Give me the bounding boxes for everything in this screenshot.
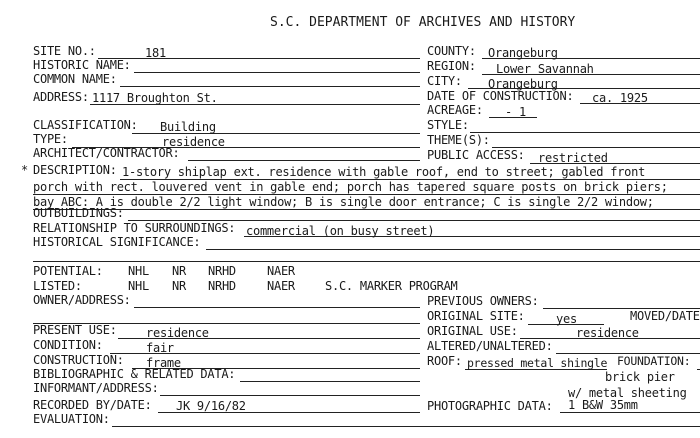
biblio-label: BIBLIOGRAPHIC & RELATED DATA: (33, 367, 236, 381)
description-text-1: 1-story shiplap ext. residence with gable roof, end to street; gabled front (122, 165, 646, 179)
evaluation-line (112, 426, 700, 427)
address-value: 1117 Broughton St. (92, 91, 218, 105)
region-value: Lower Savannah (496, 62, 594, 76)
public-access-label: PUBLIC ACCESS: (427, 148, 525, 162)
type-value: residence (162, 135, 225, 149)
potential-nr: NR (172, 264, 186, 278)
theme-label: THEME(S): (427, 133, 490, 147)
original-site-label: ORIGINAL SITE: (427, 309, 525, 323)
city-label: CITY: (427, 74, 462, 88)
historical-line (206, 249, 700, 250)
description-label: DESCRIPTION: (33, 163, 117, 177)
common-name-label: COMMON NAME: (33, 72, 117, 86)
county-label: COUNTY: (427, 44, 476, 58)
section-divider (33, 261, 700, 262)
classification-label: CLASSIFICATION: (33, 118, 138, 132)
type-label: TYPE: (33, 132, 68, 146)
foundation-label: FOUNDATION: (617, 354, 691, 368)
asterisk-mark: * (21, 163, 28, 177)
construction-label: CONSTRUCTION: (33, 353, 124, 367)
acreage-label: ACREAGE: (427, 103, 483, 117)
address-label: ADDRESS: (33, 90, 89, 104)
description-line-3 (33, 209, 700, 210)
relationship-label: RELATIONSHIP TO SURROUNDINGS: (33, 221, 236, 235)
present-use-label: PRESENT USE: (33, 323, 117, 337)
potential-naer: NAER (267, 264, 295, 278)
owner-label: OWNER/ADDRESS: (33, 293, 131, 307)
original-site-value: yes (556, 312, 577, 326)
historic-name-label: HISTORIC NAME: (33, 58, 131, 72)
outbuildings-label: OUTBUILDINGS: (33, 206, 124, 220)
site-no-label: SITE NO.: (33, 44, 96, 58)
listed-nr: NR (172, 279, 186, 293)
foundation-value: brick pier (605, 370, 675, 384)
roof-label: ROOF: (427, 354, 462, 368)
foundation-value-2: w/ metal sheeting (568, 386, 687, 400)
construction-value: frame (146, 356, 181, 370)
county-value: Orangeburg (488, 46, 558, 60)
original-use-label: ORIGINAL USE: (427, 324, 518, 338)
recorded-value: JK 9/16/82 (176, 399, 246, 413)
city-value: Orangeburg (488, 77, 558, 91)
historic-name-line (134, 72, 420, 73)
style-line (470, 132, 700, 133)
marker-program-label: S.C. MARKER PROGRAM (325, 279, 458, 293)
architect-label: ARCHITECT/CONTRACTOR: (33, 146, 180, 160)
photo-value: 1 B&W 35mm (568, 398, 638, 412)
common-name-line (120, 86, 420, 87)
form-title: S.C. DEPARTMENT OF ARCHIVES AND HISTORY (270, 15, 576, 30)
moved-date-label: MOVED/DATE (630, 309, 700, 323)
site-no-value: 181 (145, 46, 166, 60)
previous-owners-label: PREVIOUS OWNERS: (427, 294, 539, 308)
photo-line (560, 412, 700, 413)
potential-nhl: NHL (128, 264, 149, 278)
informant-label: INFORMANT/ADDRESS: (33, 381, 159, 395)
evaluation-label: EVALUATION: (33, 412, 110, 426)
description-text-3: bay ABC: A is double 2/2 light window; B is single door entrance; C is single 2/2 window; (33, 195, 654, 209)
relationship-value: commercial (on busy street) (246, 224, 435, 238)
roof-value: pressed metal shingle (467, 356, 608, 370)
acreage-value: - 1 (505, 105, 526, 119)
description-text-2: porch with rect. louvered vent in gable end; porch has tapered square posts on brick piers; (33, 180, 668, 194)
present-use-value: residence (146, 326, 209, 340)
recorded-label: RECORDED BY/DATE: (33, 398, 152, 412)
photo-label: PHOTOGRAPHIC DATA: (427, 399, 553, 413)
altered-label: ALTERED/UNALTERED: (427, 339, 553, 353)
owner-line (134, 307, 420, 308)
listed-label: LISTED: (33, 279, 82, 293)
potential-label: POTENTIAL: (33, 264, 103, 278)
informant-line (160, 395, 420, 396)
potential-nrhd: NRHD (208, 264, 236, 278)
original-use-value: residence (576, 326, 639, 340)
date-label: DATE OF CONSTRUCTION: (427, 89, 574, 103)
historical-label: HISTORICAL SIGNIFICANCE: (33, 235, 201, 249)
listed-nhl: NHL (128, 279, 149, 293)
biblio-line (240, 381, 420, 382)
condition-label: CONDITION: (33, 338, 103, 352)
style-label: STYLE: (427, 118, 469, 132)
date-value: ca. 1925 (592, 91, 648, 105)
public-access-value: restricted (538, 151, 608, 165)
classification-value: Building (160, 120, 216, 134)
region-label: REGION: (427, 59, 476, 73)
listed-nrhd: NRHD (208, 279, 236, 293)
architect-line (188, 160, 420, 161)
listed-naer: NAER (267, 279, 295, 293)
condition-value: fair (146, 341, 174, 355)
